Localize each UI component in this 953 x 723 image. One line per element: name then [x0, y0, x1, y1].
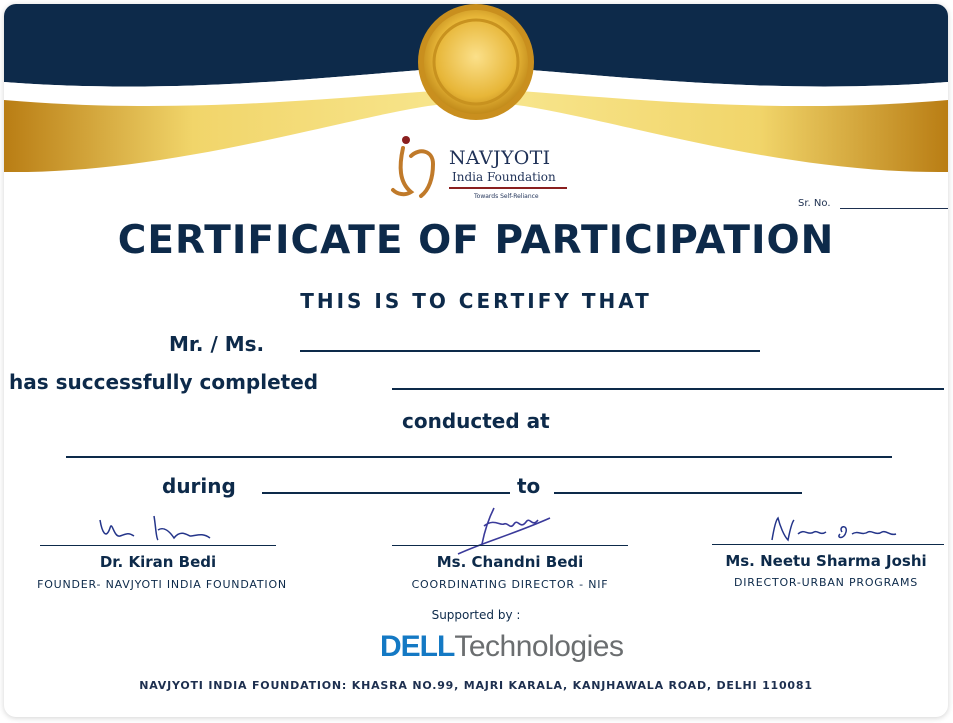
end-date-line — [554, 492, 802, 494]
signatory-name-1: Dr. Kiran Bedi — [99, 553, 217, 571]
to-label: to — [517, 474, 541, 498]
signature-neetu-sharma-joshi — [768, 514, 908, 546]
conducted-label: conducted at — [402, 409, 550, 433]
signature-line-2 — [392, 545, 628, 546]
certificate-card — [4, 4, 948, 717]
foundation-address: NAVJYOTI INDIA FOUNDATION: KHASRA NO.99, MAJRI KARALA, KANJHAWALA ROAD, DELHI 110081 — [139, 679, 813, 692]
signatory-role-1: FOUNDER- NAVJYOTI INDIA FOUNDATION — [37, 578, 287, 591]
logo-name: NAVJYOTI — [449, 147, 551, 169]
signature-line-3 — [712, 544, 944, 545]
completed-label: has successfully completed — [9, 370, 319, 394]
start-date-line — [262, 492, 510, 494]
signatory-role-2: COORDINATING DIRECTOR - NIF — [411, 578, 609, 591]
course-line — [392, 388, 944, 390]
signature-chandni-bedi — [454, 504, 564, 558]
serial-number-line — [840, 208, 948, 209]
name-line — [300, 350, 760, 352]
signatory-name-3: Ms. Neetu Sharma Joshi — [725, 552, 927, 570]
certificate-subtitle: THIS IS TO CERTIFY THAT — [300, 289, 652, 313]
serial-number-label: Sr. No. — [798, 198, 831, 209]
signatory-name-2: Ms. Chandni Bedi — [436, 553, 584, 571]
venue-line — [66, 456, 892, 458]
signatory-role-3: DIRECTOR-URBAN PROGRAMS — [733, 576, 919, 589]
logo-divider — [449, 187, 567, 189]
supported-by-label: Supported by : — [431, 608, 521, 622]
dell-technologies-logo — [380, 630, 623, 664]
certificate-title: CERTIFICATE OF PARTICIPATION — [117, 218, 835, 263]
name-label: Mr. / Ms. — [169, 332, 265, 356]
signature-line-1 — [40, 545, 276, 546]
during-label: during — [162, 474, 236, 498]
dell-brand: DELL — [380, 630, 455, 663]
logo-figure-icon — [389, 134, 449, 204]
logo-tagline: Towards Self-Reliance — [474, 193, 539, 200]
logo-subtitle: India Foundation — [452, 170, 556, 184]
signature-kiran-bedi — [94, 510, 224, 546]
dell-suffix: Technologies — [454, 630, 624, 663]
